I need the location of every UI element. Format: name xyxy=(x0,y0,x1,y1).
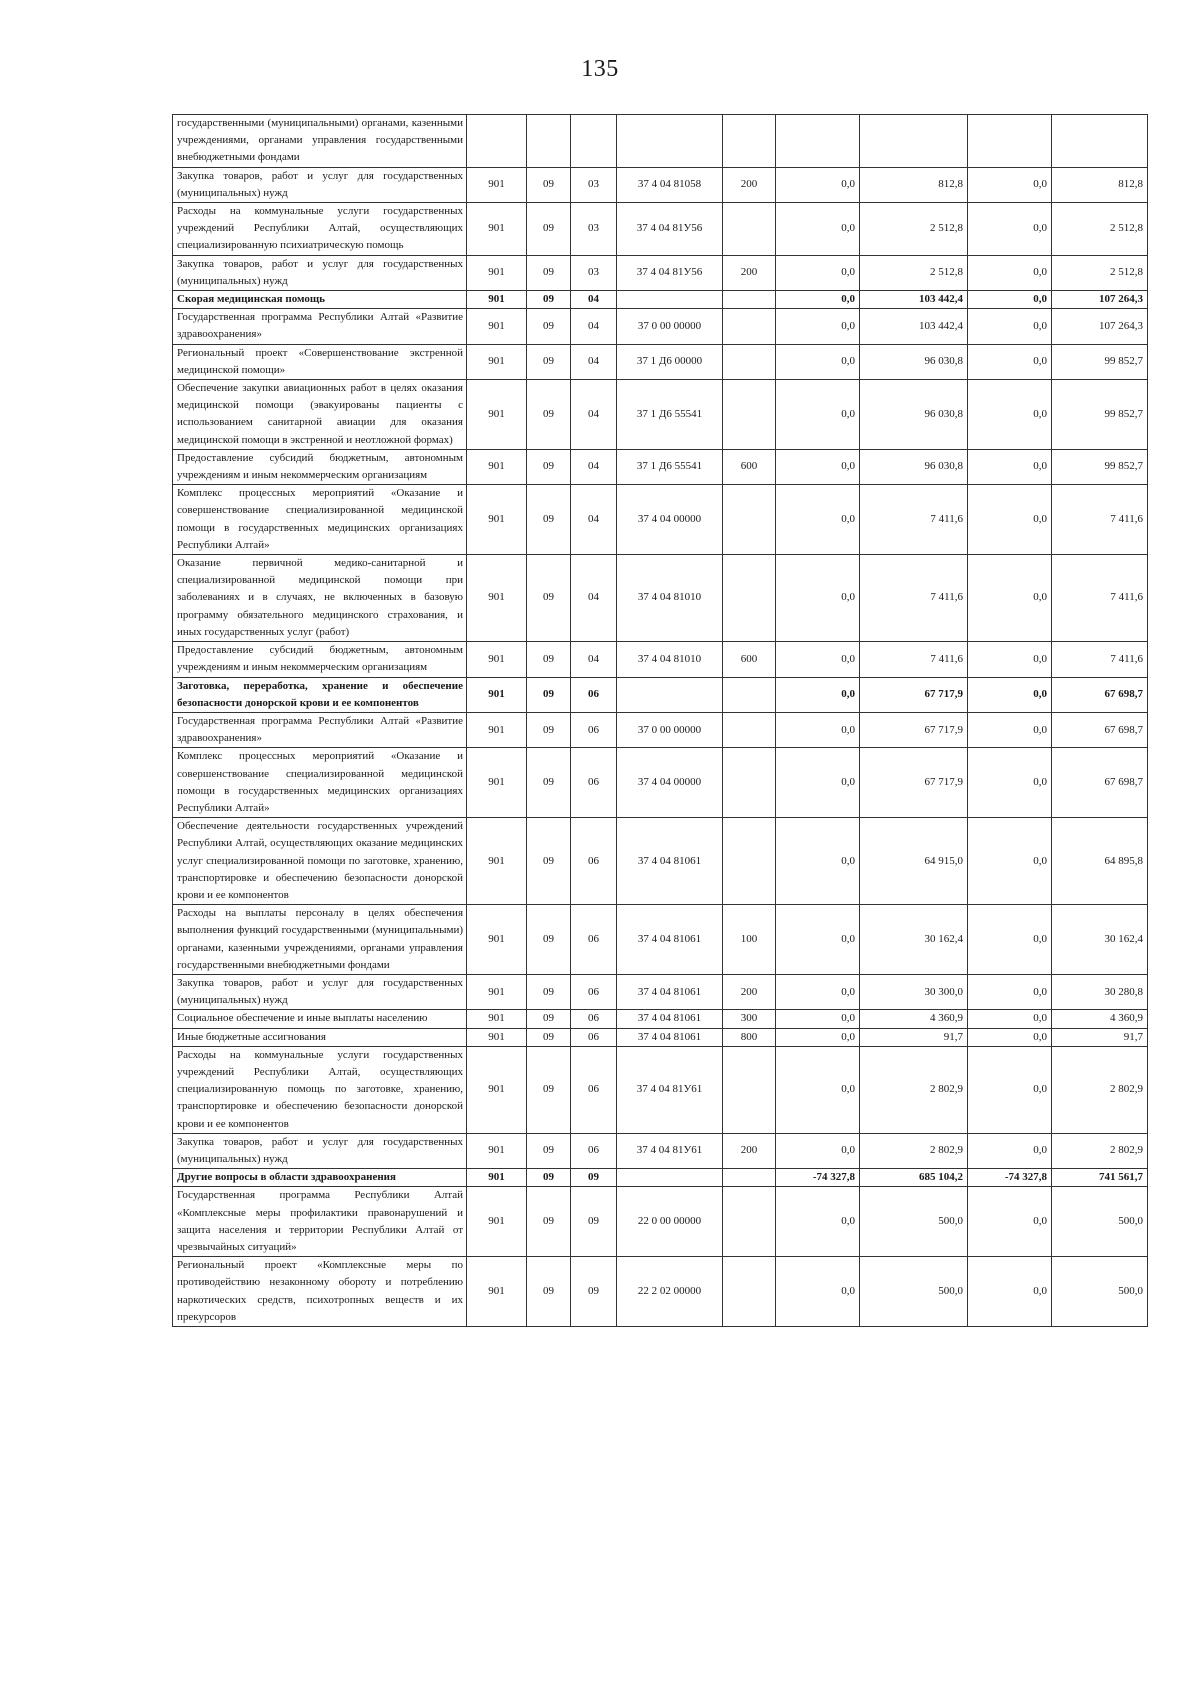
table-row xyxy=(173,291,1148,309)
subsection-code-cell: 06 xyxy=(571,1046,617,1133)
amount-2-cell: 2 802,9 xyxy=(1052,1046,1148,1133)
subsection-code-cell: 09 xyxy=(571,1169,617,1187)
expense-name-cell: Расходы на коммунальные услуги государственных учреждений Республики Алтай, осуществляющих специализированную помощь по заготовке, хранению, транспортировке и обеспечению безопасности донорской крови и ее компонентов xyxy=(173,1046,467,1133)
table-row xyxy=(173,818,1148,905)
amount-2-cell: 4 360,9 xyxy=(1052,1010,1148,1028)
expense-type-cell xyxy=(723,712,776,747)
section-code-cell: 09 xyxy=(527,167,571,202)
admin-code-cell: 901 xyxy=(467,712,527,747)
amount-2-cell: 107 264,3 xyxy=(1052,309,1148,344)
amount-cell xyxy=(860,115,968,168)
change-amount-2-cell: 0,0 xyxy=(968,1028,1052,1046)
section-code-cell: 09 xyxy=(527,344,571,379)
subsection-code-cell: 04 xyxy=(571,555,617,642)
expense-type-cell xyxy=(723,344,776,379)
section-code-cell: 09 xyxy=(527,555,571,642)
change-amount-cell: 0,0 xyxy=(776,1133,860,1168)
section-code-cell: 09 xyxy=(527,203,571,256)
change-amount-2-cell: 0,0 xyxy=(968,712,1052,747)
change-amount-2-cell: 0,0 xyxy=(968,255,1052,290)
change-amount-cell: 0,0 xyxy=(776,380,860,450)
amount-cell: 4 360,9 xyxy=(860,1010,968,1028)
change-amount-cell: 0,0 xyxy=(776,255,860,290)
change-amount-2-cell: 0,0 xyxy=(968,1133,1052,1168)
expense-name-cell: Региональный проект «Совершенствование экстренной медицинской помощи» xyxy=(173,344,467,379)
amount-cell: 2 512,8 xyxy=(860,203,968,256)
change-amount-cell: 0,0 xyxy=(776,1187,860,1257)
amount-2-cell: 812,8 xyxy=(1052,167,1148,202)
subsection-code-cell: 04 xyxy=(571,449,617,484)
amount-cell: 812,8 xyxy=(860,167,968,202)
subsection-code-cell: 04 xyxy=(571,344,617,379)
target-article-cell: 37 4 04 81У61 xyxy=(617,1046,723,1133)
admin-code-cell: 901 xyxy=(467,167,527,202)
expense-type-cell xyxy=(723,818,776,905)
expense-name-cell: Государственная программа Республики Алтай «Развитие здравоохранения» xyxy=(173,712,467,747)
expense-type-cell: 200 xyxy=(723,974,776,1009)
section-code-cell: 09 xyxy=(527,974,571,1009)
admin-code-cell: 901 xyxy=(467,642,527,677)
section-code-cell: 09 xyxy=(527,380,571,450)
change-amount-cell: 0,0 xyxy=(776,555,860,642)
expense-type-cell xyxy=(723,555,776,642)
amount-2-cell: 2 802,9 xyxy=(1052,1133,1148,1168)
expense-name-cell: Государственная программа Республики Алтай «Развитие здравоохранения» xyxy=(173,309,467,344)
admin-code-cell: 901 xyxy=(467,344,527,379)
change-amount-cell: 0,0 xyxy=(776,1257,860,1327)
change-amount-cell: 0,0 xyxy=(776,677,860,712)
expense-name-cell: Закупка товаров, работ и услуг для государственных (муниципальных) нужд xyxy=(173,1133,467,1168)
target-article-cell: 37 4 04 81058 xyxy=(617,167,723,202)
admin-code-cell: 901 xyxy=(467,555,527,642)
amount-cell: 7 411,6 xyxy=(860,555,968,642)
admin-code-cell: 901 xyxy=(467,380,527,450)
amount-cell: 7 411,6 xyxy=(860,642,968,677)
change-amount-2-cell: 0,0 xyxy=(968,380,1052,450)
target-article-cell: 37 4 04 81010 xyxy=(617,642,723,677)
table-row xyxy=(173,115,1148,168)
expense-name-cell: Расходы на выплаты персоналу в целях обеспечения выполнения функций государственными (муниципальными) органами, казенными учреждениями, органами управления государственными внебюджетными фондами xyxy=(173,905,467,975)
table-row xyxy=(173,555,1148,642)
change-amount-cell: 0,0 xyxy=(776,1046,860,1133)
section-code-cell: 09 xyxy=(527,291,571,309)
admin-code-cell: 901 xyxy=(467,1169,527,1187)
section-code-cell: 09 xyxy=(527,712,571,747)
admin-code-cell: 901 xyxy=(467,748,527,818)
admin-code-cell: 901 xyxy=(467,449,527,484)
amount-cell: 685 104,2 xyxy=(860,1169,968,1187)
target-article-cell: 37 4 04 81061 xyxy=(617,1010,723,1028)
change-amount-2-cell: 0,0 xyxy=(968,905,1052,975)
table-row xyxy=(173,712,1148,747)
target-article-cell: 37 1 Д6 55541 xyxy=(617,449,723,484)
amount-2-cell: 2 512,8 xyxy=(1052,255,1148,290)
change-amount-2-cell: 0,0 xyxy=(968,167,1052,202)
subsection-code-cell: 09 xyxy=(571,1257,617,1327)
amount-cell: 2 802,9 xyxy=(860,1133,968,1168)
table-row xyxy=(173,974,1148,1009)
amount-2-cell: 67 698,7 xyxy=(1052,748,1148,818)
amount-cell: 96 030,8 xyxy=(860,449,968,484)
expense-type-cell xyxy=(723,485,776,555)
amount-cell: 96 030,8 xyxy=(860,344,968,379)
section-code-cell: 09 xyxy=(527,1133,571,1168)
expense-name-cell: Предоставление субсидий бюджетным, автономным учреждениям и иным некоммерческим организациям xyxy=(173,642,467,677)
amount-2-cell: 67 698,7 xyxy=(1052,677,1148,712)
target-article-cell: 37 1 Д6 00000 xyxy=(617,344,723,379)
change-amount-cell: 0,0 xyxy=(776,309,860,344)
table-row xyxy=(173,1010,1148,1028)
amount-cell: 103 442,4 xyxy=(860,291,968,309)
expense-type-cell: 200 xyxy=(723,255,776,290)
amount-2-cell: 99 852,7 xyxy=(1052,344,1148,379)
expense-name-cell: государственными (муниципальными) органами, казенными учреждениями, органами управления государственными внебюджетными фондами xyxy=(173,115,467,168)
subsection-code-cell: 04 xyxy=(571,380,617,450)
table-row xyxy=(173,1133,1148,1168)
amount-cell: 7 411,6 xyxy=(860,485,968,555)
change-amount-cell: 0,0 xyxy=(776,974,860,1009)
admin-code-cell: 901 xyxy=(467,974,527,1009)
section-code-cell: 09 xyxy=(527,449,571,484)
expense-name-cell: Предоставление субсидий бюджетным, автономным учреждениям и иным некоммерческим организациям xyxy=(173,449,467,484)
table-row xyxy=(173,748,1148,818)
target-article-cell: 37 4 04 81У56 xyxy=(617,203,723,256)
table-row xyxy=(173,1046,1148,1133)
change-amount-2-cell: 0,0 xyxy=(968,818,1052,905)
target-article-cell: 37 0 00 00000 xyxy=(617,309,723,344)
subsection-code-cell: 06 xyxy=(571,677,617,712)
table-row xyxy=(173,1169,1148,1187)
subsection-code-cell: 06 xyxy=(571,818,617,905)
expense-name-cell: Другие вопросы в области здравоохранения xyxy=(173,1169,467,1187)
amount-cell: 96 030,8 xyxy=(860,380,968,450)
subsection-code-cell: 04 xyxy=(571,309,617,344)
expense-type-cell xyxy=(723,1046,776,1133)
target-article-cell: 37 4 04 81061 xyxy=(617,905,723,975)
section-code-cell: 09 xyxy=(527,1169,571,1187)
change-amount-cell: 0,0 xyxy=(776,1010,860,1028)
change-amount-2-cell: 0,0 xyxy=(968,309,1052,344)
expense-type-cell: 600 xyxy=(723,642,776,677)
admin-code-cell: 901 xyxy=(467,818,527,905)
section-code-cell: 09 xyxy=(527,309,571,344)
amount-cell: 500,0 xyxy=(860,1187,968,1257)
budget-table-body xyxy=(173,115,1148,1327)
change-amount-2-cell: 0,0 xyxy=(968,203,1052,256)
change-amount-cell: 0,0 xyxy=(776,167,860,202)
admin-code-cell xyxy=(467,115,527,168)
amount-2-cell xyxy=(1052,115,1148,168)
table-row xyxy=(173,255,1148,290)
subsection-code-cell: 04 xyxy=(571,485,617,555)
amount-2-cell: 500,0 xyxy=(1052,1257,1148,1327)
section-code-cell: 09 xyxy=(527,818,571,905)
expense-type-cell: 600 xyxy=(723,449,776,484)
amount-2-cell: 67 698,7 xyxy=(1052,712,1148,747)
target-article-cell: 22 0 00 00000 xyxy=(617,1187,723,1257)
change-amount-2-cell: 0,0 xyxy=(968,1046,1052,1133)
change-amount-cell: 0,0 xyxy=(776,818,860,905)
section-code-cell: 09 xyxy=(527,1010,571,1028)
change-amount-cell: 0,0 xyxy=(776,748,860,818)
expense-type-cell xyxy=(723,1257,776,1327)
expense-type-cell xyxy=(723,748,776,818)
table-row xyxy=(173,344,1148,379)
subsection-code-cell: 04 xyxy=(571,291,617,309)
target-article-cell: 37 0 00 00000 xyxy=(617,712,723,747)
admin-code-cell: 901 xyxy=(467,1028,527,1046)
amount-cell: 30 300,0 xyxy=(860,974,968,1009)
section-code-cell: 09 xyxy=(527,1028,571,1046)
amount-cell: 500,0 xyxy=(860,1257,968,1327)
expense-type-cell xyxy=(723,291,776,309)
admin-code-cell: 901 xyxy=(467,1010,527,1028)
admin-code-cell: 901 xyxy=(467,1046,527,1133)
change-amount-cell: 0,0 xyxy=(776,449,860,484)
target-article-cell xyxy=(617,115,723,168)
expense-name-cell: Оказание первичной медико-санитарной и специализированной медицинской помощи при заболеваниях и в случаях, не включенных в базовую программу обязательного медицинского страхования, и иных государственных услуг (работ) xyxy=(173,555,467,642)
expense-name-cell: Обеспечение закупки авиационных работ в целях оказания медицинской помощи (эвакуированы пациенты с использованием санитарной авиации для оказания медицинской помощи в экстренной и неотложной формах) xyxy=(173,380,467,450)
target-article-cell: 37 4 04 00000 xyxy=(617,485,723,555)
subsection-code-cell: 03 xyxy=(571,255,617,290)
subsection-code-cell xyxy=(571,115,617,168)
subsection-code-cell: 06 xyxy=(571,748,617,818)
section-code-cell: 09 xyxy=(527,677,571,712)
expense-name-cell: Социальное обеспечение и иные выплаты населению xyxy=(173,1010,467,1028)
target-article-cell xyxy=(617,291,723,309)
subsection-code-cell: 06 xyxy=(571,1028,617,1046)
target-article-cell: 37 4 04 81У56 xyxy=(617,255,723,290)
section-code-cell: 09 xyxy=(527,748,571,818)
change-amount-cell xyxy=(776,115,860,168)
change-amount-cell: 0,0 xyxy=(776,344,860,379)
expense-name-cell: Обеспечение деятельности государственных учреждений Республики Алтай, осуществляющих оказание медицинских услуг специализированной помощи по заготовке, хранению, транспортировке и обеспечению безопасности донорской крови и ее компонентов xyxy=(173,818,467,905)
section-code-cell: 09 xyxy=(527,255,571,290)
change-amount-cell: -74 327,8 xyxy=(776,1169,860,1187)
table-row xyxy=(173,449,1148,484)
expense-name-cell: Закупка товаров, работ и услуг для государственных (муниципальных) нужд xyxy=(173,167,467,202)
subsection-code-cell: 06 xyxy=(571,712,617,747)
admin-code-cell: 901 xyxy=(467,677,527,712)
table-row xyxy=(173,167,1148,202)
amount-2-cell: 107 264,3 xyxy=(1052,291,1148,309)
subsection-code-cell: 04 xyxy=(571,642,617,677)
target-article-cell: 37 1 Д6 55541 xyxy=(617,380,723,450)
change-amount-cell: 0,0 xyxy=(776,1028,860,1046)
amount-cell: 2 802,9 xyxy=(860,1046,968,1133)
section-code-cell: 09 xyxy=(527,1257,571,1327)
change-amount-cell: 0,0 xyxy=(776,485,860,555)
table-row xyxy=(173,380,1148,450)
subsection-code-cell: 03 xyxy=(571,203,617,256)
change-amount-2-cell: 0,0 xyxy=(968,748,1052,818)
table-row xyxy=(173,1028,1148,1046)
expense-type-cell: 200 xyxy=(723,167,776,202)
change-amount-cell: 0,0 xyxy=(776,203,860,256)
amount-cell: 91,7 xyxy=(860,1028,968,1046)
table-row xyxy=(173,1187,1148,1257)
section-code-cell xyxy=(527,115,571,168)
table-row xyxy=(173,905,1148,975)
expense-type-cell xyxy=(723,1169,776,1187)
expense-type-cell: 100 xyxy=(723,905,776,975)
amount-2-cell: 7 411,6 xyxy=(1052,485,1148,555)
change-amount-2-cell: 0,0 xyxy=(968,642,1052,677)
expense-name-cell: Закупка товаров, работ и услуг для государственных (муниципальных) нужд xyxy=(173,255,467,290)
change-amount-cell: 0,0 xyxy=(776,642,860,677)
change-amount-2-cell: -74 327,8 xyxy=(968,1169,1052,1187)
target-article-cell: 37 4 04 81061 xyxy=(617,818,723,905)
expense-type-cell: 300 xyxy=(723,1010,776,1028)
admin-code-cell: 901 xyxy=(467,1133,527,1168)
admin-code-cell: 901 xyxy=(467,485,527,555)
amount-2-cell: 30 162,4 xyxy=(1052,905,1148,975)
expense-name-cell: Скорая медицинская помощь xyxy=(173,291,467,309)
admin-code-cell: 901 xyxy=(467,255,527,290)
subsection-code-cell: 09 xyxy=(571,1187,617,1257)
amount-cell: 67 717,9 xyxy=(860,712,968,747)
admin-code-cell: 901 xyxy=(467,905,527,975)
change-amount-2-cell: 0,0 xyxy=(968,677,1052,712)
amount-cell: 67 717,9 xyxy=(860,748,968,818)
expense-name-cell: Комплекс процессных мероприятий «Оказание и совершенствование специализированной медицинской помощи в государственных медицинских организациях Республики Алтай» xyxy=(173,485,467,555)
target-article-cell xyxy=(617,1169,723,1187)
table-row xyxy=(173,203,1148,256)
expense-type-cell: 200 xyxy=(723,1133,776,1168)
change-amount-cell: 0,0 xyxy=(776,712,860,747)
expense-name-cell: Государственная программа Республики Алтай «Комплексные меры профилактики правонарушений и защита населения и территории Республики Алтай от чрезвычайных ситуаций» xyxy=(173,1187,467,1257)
budget-table xyxy=(172,114,1148,1327)
subsection-code-cell: 06 xyxy=(571,905,617,975)
amount-cell: 67 717,9 xyxy=(860,677,968,712)
amount-2-cell: 30 280,8 xyxy=(1052,974,1148,1009)
target-article-cell: 22 2 02 00000 xyxy=(617,1257,723,1327)
expense-type-cell xyxy=(723,380,776,450)
table-row xyxy=(173,677,1148,712)
amount-2-cell: 64 895,8 xyxy=(1052,818,1148,905)
change-amount-2-cell: 0,0 xyxy=(968,1187,1052,1257)
expense-name-cell: Комплекс процессных мероприятий «Оказание и совершенствование специализированной медицинской помощи в государственных медицинских организациях Республики Алтай» xyxy=(173,748,467,818)
table-row xyxy=(173,485,1148,555)
admin-code-cell: 901 xyxy=(467,1257,527,1327)
amount-2-cell: 2 512,8 xyxy=(1052,203,1148,256)
subsection-code-cell: 06 xyxy=(571,974,617,1009)
admin-code-cell: 901 xyxy=(467,291,527,309)
expense-name-cell: Иные бюджетные ассигнования xyxy=(173,1028,467,1046)
target-article-cell: 37 4 04 81061 xyxy=(617,1028,723,1046)
page-number: 135 xyxy=(581,56,619,82)
expense-type-cell xyxy=(723,203,776,256)
table-row xyxy=(173,309,1148,344)
expense-type-cell: 800 xyxy=(723,1028,776,1046)
change-amount-2-cell: 0,0 xyxy=(968,449,1052,484)
target-article-cell: 37 4 04 81У61 xyxy=(617,1133,723,1168)
target-article-cell xyxy=(617,677,723,712)
amount-cell: 2 512,8 xyxy=(860,255,968,290)
expense-type-cell xyxy=(723,677,776,712)
amount-2-cell: 741 561,7 xyxy=(1052,1169,1148,1187)
admin-code-cell: 901 xyxy=(467,203,527,256)
amount-2-cell: 91,7 xyxy=(1052,1028,1148,1046)
expense-name-cell: Региональный проект «Комплексные меры по противодействию незаконному обороту и потреблению наркотических средств, психотропных веществ и их прекурсоров xyxy=(173,1257,467,1327)
target-article-cell: 37 4 04 81061 xyxy=(617,974,723,1009)
expense-name-cell: Закупка товаров, работ и услуг для государственных (муниципальных) нужд xyxy=(173,974,467,1009)
change-amount-2-cell: 0,0 xyxy=(968,555,1052,642)
section-code-cell: 09 xyxy=(527,1046,571,1133)
target-article-cell: 37 4 04 81010 xyxy=(617,555,723,642)
change-amount-2-cell: 0,0 xyxy=(968,1257,1052,1327)
table-row xyxy=(173,1257,1148,1327)
section-code-cell: 09 xyxy=(527,1187,571,1257)
amount-2-cell: 99 852,7 xyxy=(1052,380,1148,450)
amount-2-cell: 500,0 xyxy=(1052,1187,1148,1257)
amount-cell: 30 162,4 xyxy=(860,905,968,975)
subsection-code-cell: 06 xyxy=(571,1010,617,1028)
amount-cell: 103 442,4 xyxy=(860,309,968,344)
section-code-cell: 09 xyxy=(527,905,571,975)
expense-type-cell xyxy=(723,115,776,168)
expense-name-cell: Заготовка, переработка, хранение и обеспечение безопасности донорской крови и ее компонентов xyxy=(173,677,467,712)
change-amount-2-cell: 0,0 xyxy=(968,974,1052,1009)
amount-2-cell: 7 411,6 xyxy=(1052,642,1148,677)
target-article-cell: 37 4 04 00000 xyxy=(617,748,723,818)
amount-cell: 64 915,0 xyxy=(860,818,968,905)
admin-code-cell: 901 xyxy=(467,1187,527,1257)
change-amount-2-cell: 0,0 xyxy=(968,1010,1052,1028)
expense-name-cell: Расходы на коммунальные услуги государственных учреждений Республики Алтай, осуществляющих специализированную психиатрическую помощь xyxy=(173,203,467,256)
amount-2-cell: 7 411,6 xyxy=(1052,555,1148,642)
expense-type-cell xyxy=(723,309,776,344)
section-code-cell: 09 xyxy=(527,642,571,677)
change-amount-2-cell xyxy=(968,115,1052,168)
change-amount-2-cell: 0,0 xyxy=(968,291,1052,309)
table-row xyxy=(173,642,1148,677)
section-code-cell: 09 xyxy=(527,485,571,555)
change-amount-2-cell: 0,0 xyxy=(968,485,1052,555)
amount-2-cell: 99 852,7 xyxy=(1052,449,1148,484)
change-amount-cell: 0,0 xyxy=(776,291,860,309)
change-amount-2-cell: 0,0 xyxy=(968,344,1052,379)
subsection-code-cell: 03 xyxy=(571,167,617,202)
expense-type-cell xyxy=(723,1187,776,1257)
change-amount-cell: 0,0 xyxy=(776,905,860,975)
subsection-code-cell: 06 xyxy=(571,1133,617,1168)
admin-code-cell: 901 xyxy=(467,309,527,344)
